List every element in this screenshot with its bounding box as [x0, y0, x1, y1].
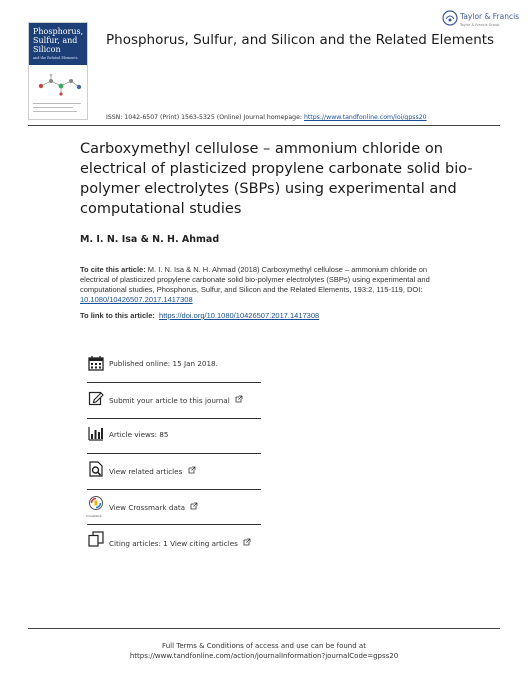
row-divider: [87, 524, 261, 525]
link-to-article: [80, 311, 319, 320]
cover-text-line: [33, 103, 81, 104]
citing-articles-icon[interactable]: [88, 531, 104, 547]
article-title: Carboxymethyl cellulose – ammonium chloride on electrical of plasticized propylene carbonate solid bio-polymer electrolytes (SBPs) using experimental and computational studies: [80, 141, 473, 217]
article-authors: M. I. N. Isa & N. H. Ahmad: [80, 234, 220, 245]
external-link-icon: [188, 466, 196, 474]
crossmark-icon[interactable]: [88, 496, 104, 515]
related-articles-icon[interactable]: [88, 461, 104, 477]
journal-homepage-link[interactable]: https://www.tandfonline.com/loi/gpss20: [303, 114, 427, 121]
publisher-group: Taylor & Francis Group: [460, 23, 500, 27]
footer-line-1: Full Terms & Conditions of access and use can be found at: [162, 642, 366, 650]
publisher-name: Taylor & Francis: [460, 12, 520, 21]
citation-doi-link[interactable]: 10.1080/10426507.2017.1417308: [80, 295, 193, 304]
row-divider: [87, 418, 261, 419]
cover-title-line-1: Phosphorus,: [33, 27, 84, 36]
cover-text-line: [33, 107, 73, 108]
crossmark-data-link[interactable]: [109, 502, 198, 512]
submit-article-icon[interactable]: [88, 390, 104, 406]
external-link-icon: [235, 395, 243, 403]
citing-articles-link[interactable]: [109, 538, 251, 548]
cover-text-line: [33, 111, 77, 112]
external-link-icon: [243, 538, 251, 546]
crossmark-data-label: View Crossmark data: [109, 503, 186, 512]
link-label: To link to this article:: [80, 311, 155, 320]
crossmark-icon-label: CrossMark: [86, 514, 102, 518]
journal-cover-thumbnail: [28, 22, 88, 120]
publisher-emblem-icon: [442, 10, 458, 26]
published-online-text: Published online: 15 Jan 2018.: [109, 359, 218, 368]
issn-text: ISSN: 1042-6507 (Print) 1563-5325 (Online) Journal homepage:: [106, 114, 304, 121]
related-articles-label: View related articles: [109, 467, 183, 476]
cover-subtitle: and the Related Elements: [33, 56, 78, 60]
cover-title-line-3: Silicon: [33, 45, 61, 54]
citing-articles-label: Citing articles: 1 View citing articles: [109, 539, 238, 548]
submit-article-link[interactable]: [109, 395, 243, 405]
issn-line: [106, 114, 427, 121]
citation-block: [80, 265, 450, 305]
molecule-illustration: [33, 73, 85, 99]
footer-url[interactable]: https://www.tandfonline.com/action/journalInformation?journalCode=gpss20: [129, 652, 399, 660]
header-divider: [28, 125, 500, 126]
row-divider: [87, 453, 261, 454]
row-divider: [87, 382, 261, 383]
row-divider: [87, 489, 261, 490]
article-doi-url[interactable]: https://doi.org/10.1080/10426507.2017.1417308: [159, 311, 320, 320]
citation-text: M. I. N. Isa & N. H. Ahmad (2018) Carboxymethyl cellulose – ammonium chloride on electrical of plasticized propylene carbonate solid bio-polymer electrolytes (SBPs) using experimental and computational studies, Phosphorus, Sulfur, and Silicon and the Related Elements, 193:2, 115-119, DOI:: [80, 265, 430, 294]
cover-banner: [29, 23, 87, 65]
citation-label: To cite this article:: [80, 265, 146, 274]
submit-article-label: Submit your article to this journal: [109, 396, 230, 405]
footer-divider: [28, 628, 500, 629]
cover-title-line-2: Sulfur, and: [33, 36, 78, 45]
related-articles-link[interactable]: [109, 466, 196, 476]
publisher-logo: [442, 10, 522, 38]
article-views-text: Article views: 85: [109, 430, 169, 439]
calendar-icon: [88, 355, 104, 371]
bar-chart-icon: [88, 425, 104, 441]
journal-title: Phosphorus, Sulfur, and Silicon and the Related Elements: [106, 32, 495, 48]
external-link-icon: [190, 502, 198, 510]
